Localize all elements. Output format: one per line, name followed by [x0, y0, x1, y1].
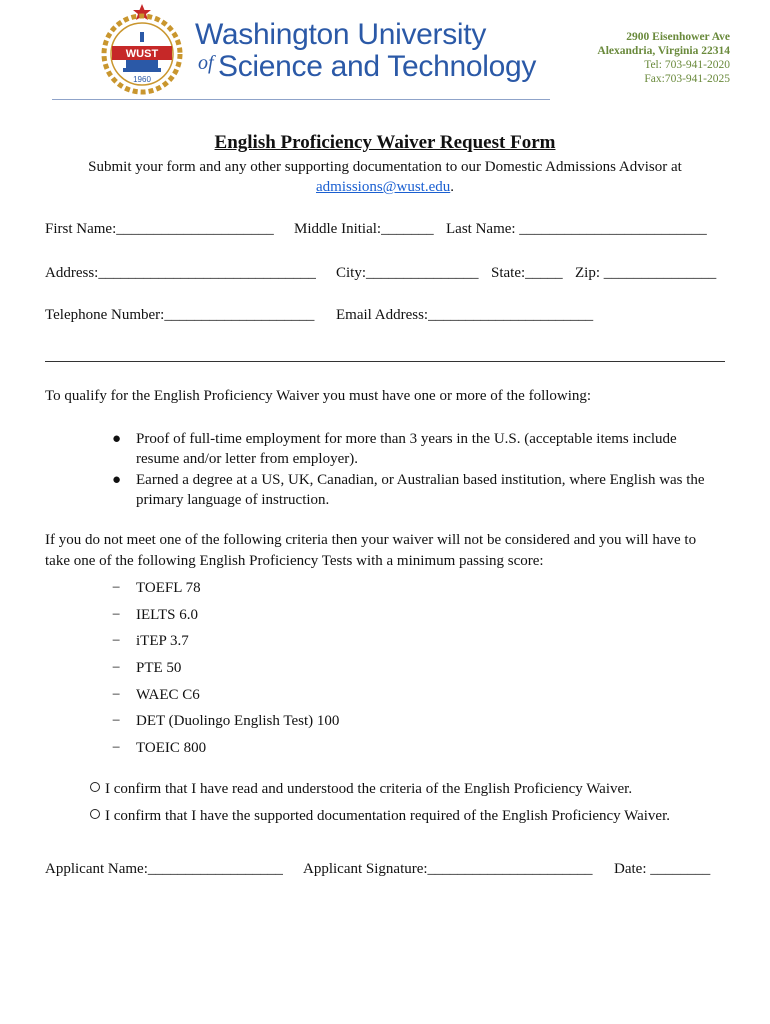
header-divider [52, 99, 550, 100]
list-item [112, 740, 206, 757]
criteria-text-line2: take one of the following English Proficiency Tests with a minimum passing score: [45, 553, 544, 569]
applicant-signature-field[interactable]: Applicant Signature:______________________ [303, 861, 593, 877]
list-item [112, 687, 200, 704]
university-seal-logo [96, 2, 188, 98]
logo-title-line2: Science and Technology [218, 50, 537, 83]
qualify-text: To qualify for the English Proficiency Waiver you must have one or more of the following: [45, 388, 592, 404]
test-name: IELTS 6.0 [136, 607, 198, 623]
applicant-name-field[interactable]: Applicant Name:__________________ [45, 861, 283, 877]
bullet-text: Proof of full-time employment for more than 3 years in the U.S. (acceptable items include resume and/or letter from employer). [136, 431, 677, 467]
city-field[interactable]: City:_______________ [336, 265, 479, 281]
test-name: TOEFL 78 [136, 580, 201, 596]
intro-email-line [0, 179, 770, 196]
test-name: TOEIC 800 [136, 740, 207, 756]
test-name: iTEP 3.7 [136, 633, 189, 649]
logo-of: of [198, 52, 214, 74]
intro-text: Submit your form and any other supporting documentation to our Domestic Admissions Advisor at [88, 159, 682, 175]
confirm-criteria-label: I confirm that I have read and understood the criteria of the English Proficiency Waiver. [105, 781, 633, 797]
date-field[interactable]: Date: ________ [614, 861, 711, 877]
intro-period: . [450, 179, 454, 195]
test-name: PTE 50 [136, 660, 182, 676]
dash-icon: − [112, 580, 121, 596]
seal-badge-text: WUST [125, 48, 159, 60]
last-name-field[interactable]: Last Name: _________________________ [446, 221, 707, 237]
list-item [112, 713, 339, 730]
bullet-text: Earned a degree at a US, UK, Canadian, or Australian based institution, where English was the primary language of instruction. [136, 472, 705, 508]
seal-year: 1960 [133, 75, 151, 84]
telephone-field[interactable]: Telephone Number:____________________ [45, 307, 315, 323]
address-tel: Tel: 703-941-2020 [644, 59, 730, 71]
middle-initial-field[interactable]: Middle Initial:_______ [294, 221, 434, 237]
list-item [112, 580, 201, 597]
address-block [597, 30, 730, 86]
dash-icon: − [112, 607, 121, 623]
logo-title-line1: Washington University [195, 18, 487, 51]
address-field[interactable]: Address:_____________________________ [45, 265, 316, 281]
list-item [112, 633, 189, 650]
form-title: English Proficiency Waiver Request Form [214, 132, 556, 153]
dash-icon: − [112, 713, 121, 729]
list-item [112, 429, 722, 469]
list-item [112, 470, 722, 510]
first-name-field[interactable]: First Name:_____________________ [45, 221, 274, 237]
bullet-icon: ● [112, 472, 122, 488]
address-fax: Fax:703-941-2025 [644, 73, 730, 85]
criteria-text-line1: If you do not meet one of the following criteria then your waiver will not be considered and you will have to [45, 532, 697, 548]
dash-icon: − [112, 740, 121, 756]
dash-icon: − [112, 687, 121, 703]
dash-icon: − [112, 633, 121, 649]
test-name: DET (Duolingo English Test) 100 [136, 713, 340, 729]
test-name: WAEC C6 [136, 687, 200, 703]
section-divider [45, 361, 725, 362]
confirm-documentation-label: I confirm that I have the supported documentation required of the English Proficiency Waiver. [105, 808, 671, 824]
email-field[interactable]: Email Address:______________________ [336, 307, 594, 323]
list-item [112, 607, 198, 624]
address-city: Alexandria, Virginia 22314 [597, 45, 730, 57]
address-street: 2900 Eisenhower Ave [626, 31, 730, 43]
state-field[interactable]: State:_____ [491, 265, 563, 281]
radio-circle-icon[interactable] [90, 809, 100, 819]
dash-icon: − [112, 660, 121, 676]
confirm-criteria-option[interactable] [90, 781, 632, 798]
list-item [112, 660, 181, 677]
admissions-email-link[interactable]: admissions@wust.edu [316, 179, 451, 195]
bullet-icon: ● [112, 431, 122, 447]
zip-field[interactable]: Zip: _______________ [575, 265, 717, 281]
radio-circle-icon[interactable] [90, 782, 100, 792]
confirm-documentation-option[interactable] [90, 808, 670, 825]
